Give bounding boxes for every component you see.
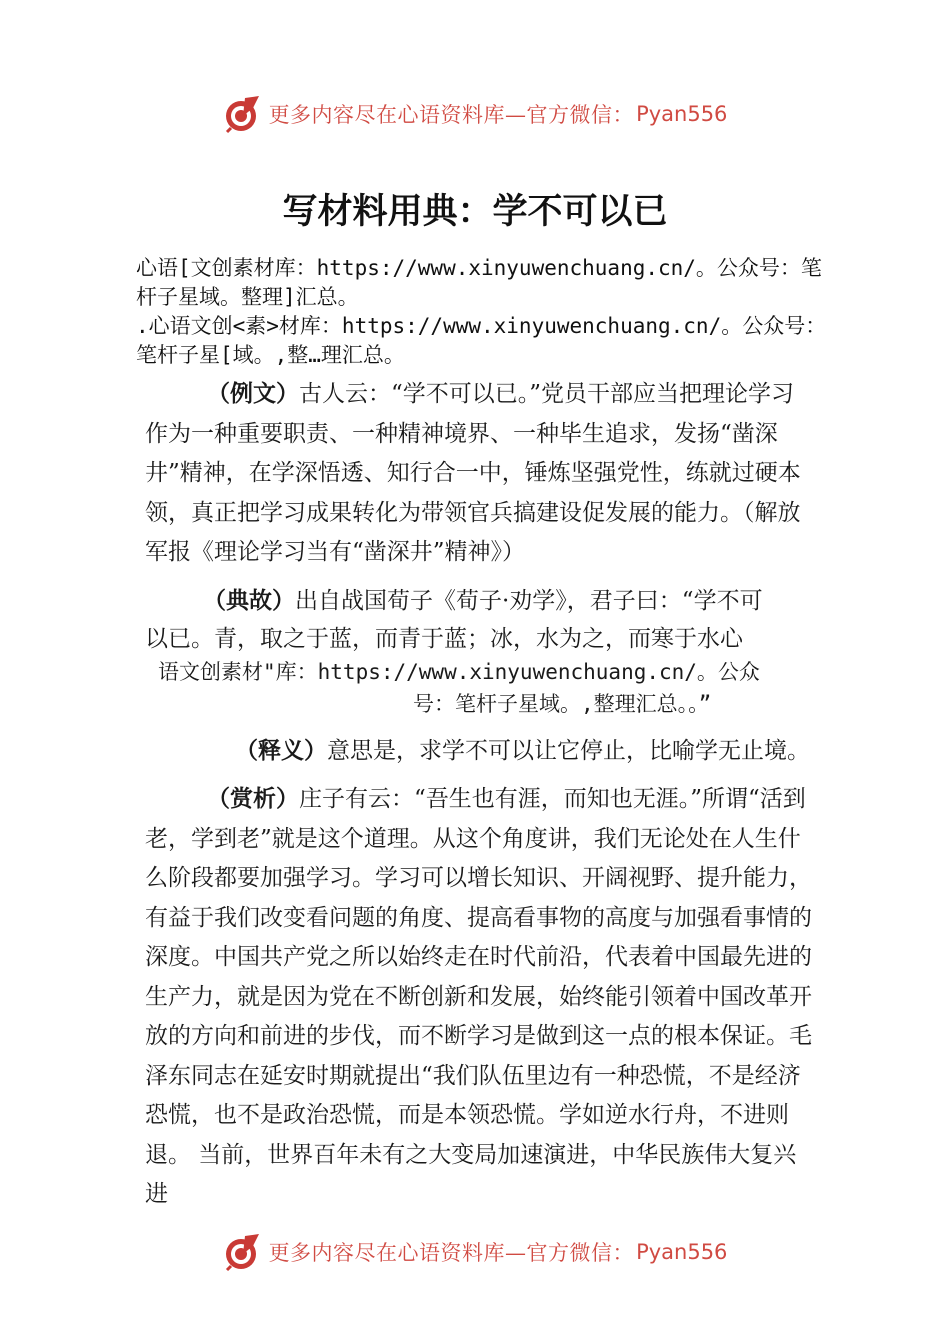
banner-wechat-id: Pyan556 bbox=[636, 1240, 728, 1264]
meaning-paragraph bbox=[145, 732, 817, 772]
pen-logo-icon bbox=[223, 94, 263, 134]
meaning-text: 意思是，求学不可以让它停止，比喻学无止境。 bbox=[327, 738, 810, 764]
banner-text: 更多内容尽在心语资料库—官方微信： bbox=[268, 1241, 635, 1265]
story-line-2: 以已。青，取之于蓝，而青于蓝；冰，水为之，而寒于水心 bbox=[145, 626, 743, 652]
pen-logo-icon bbox=[223, 1232, 263, 1272]
banner-wechat-id: Pyan556 bbox=[636, 102, 728, 126]
source-note-1: 心语[文创素材库：https://www.xinyuwenchuang.cn/。公众号：笔杆子星域。整理]汇总。 bbox=[136, 256, 822, 309]
story-tag: （典故） bbox=[203, 588, 295, 614]
example-text: 古人云：“学不可以已。”党员干部应当把理论学习作为一种重要职责、一种精神境界、一种毕生追求，发扬“凿深井”精神，在学深悟透、知行合一中，锤炼坚强党性，练就过硬本领，真正把学习成果转化为带领官兵搞建设促发展的能力。（解放军报《理论学习当有“凿深井”精神》） bbox=[145, 381, 801, 565]
story-paragraph bbox=[145, 582, 817, 621]
analysis-tag: （赏析） bbox=[207, 786, 299, 812]
story-line-4: 号：笔杆子星域。,整理汇总。。” bbox=[413, 692, 712, 716]
source-note-2: .心语文创<素>材库：https://www.xinyuwenchuang.cn/。公众号：笔杆子星[域。,整…理汇总。 bbox=[136, 314, 827, 367]
analysis-text: 庄子有云：“吾生也有涯，而知也无涯。”所谓“活到老，学到老”就是这个道理。从这个角度讲，我们无论处在人生什么阶段都要加强学习。学习可以增长知识、开阔视野、提升能力，有益于我们改变看问题的角度、提高看事物的高度与加强看事情的深度。中国共产党之所以始终走在时代前沿，代表着中国最先进的生产力，就是因为党在不断创新和发展，始终能引领着中国改革开放的方向和前进的步伐，而不断学习是做到这一点的根本保证。毛泽东同志在延安时期就提出“我们队伍里边有一种恐慌，不是经济恐慌，也不是政治恐慌，而是本领恐慌。学如逆水行舟，不进则退。 当前，世界百年未有之大变局加速演进，中华民族伟大复兴进 bbox=[145, 786, 812, 1207]
story-line-3: 语文创素材"库：https://www.xinyuwenchuang.cn/。公众 bbox=[158, 660, 760, 684]
footer-banner bbox=[0, 1232, 950, 1272]
example-tag: （例文） bbox=[207, 381, 299, 407]
example-paragraph bbox=[145, 375, 817, 573]
header-banner bbox=[0, 94, 950, 134]
story-line-1: 出自战国荀子《荀子·劝学》，君子曰：“学不可 bbox=[295, 588, 763, 614]
analysis-paragraph bbox=[145, 780, 817, 1215]
banner-text: 更多内容尽在心语资料库—官方微信： bbox=[268, 103, 635, 127]
page-title: 写材料用典：学不可以已 bbox=[282, 191, 668, 232]
meaning-tag: （释义） bbox=[235, 738, 327, 764]
